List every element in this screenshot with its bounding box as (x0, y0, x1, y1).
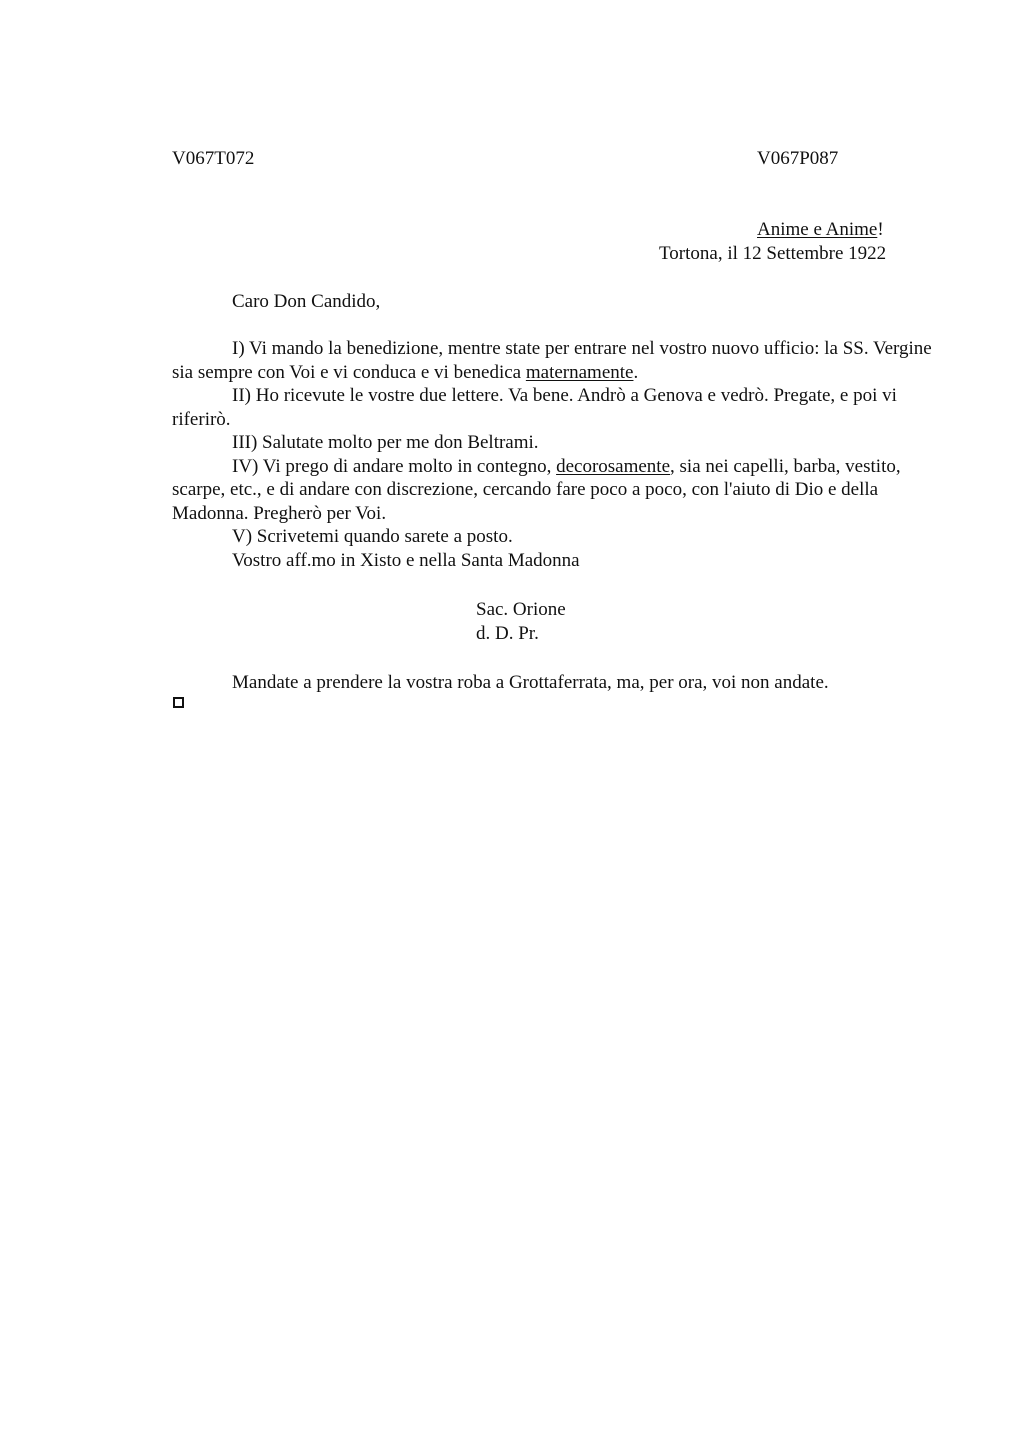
signature-line-1: Sac. Orione (476, 599, 566, 620)
letter-body (172, 337, 932, 572)
paragraph-2: II) Ho ricevute le vostre due lettere. Va bene. Andrò a Genova e vedrò. Pregate, e poi vi riferirò. (172, 385, 897, 430)
signature-line-2: d. D. Pr. (476, 623, 539, 644)
paragraph-4-underlined: decorosamente (556, 455, 671, 477)
paragraph-4-text: IV) Vi prego di andare molto in contegno, (232, 455, 557, 477)
postscript: Mandate a prendere la vostra roba a Grottaferrata, ma, per ora, voi non andate. (232, 672, 829, 693)
paragraph-5: V) Scrivetemi quando sarete a posto. (232, 526, 513, 547)
closing: Vostro aff.mo in Xisto e nella Santa Madonna (232, 549, 580, 571)
paragraph-1-end: . (633, 361, 639, 383)
motto (757, 220, 884, 239)
motto-underlined: Anime e Anime (757, 219, 878, 240)
motto-suffix: ! (877, 219, 884, 240)
paragraph-1 (172, 337, 932, 384)
square-box-icon (173, 697, 184, 708)
paragraph-1-underlined: maternamente (525, 361, 634, 383)
paragraph-3: III) Salutate molto per me don Beltrami. (232, 432, 539, 453)
paragraph-4 (172, 455, 932, 526)
paragraph-4-end: , sia nei capelli, barba, vestito, scarpe, etc., e di andare con discrezione, cercando fare poco a poco, con l'aiuto di Dio e della Madonna. Pregherò per Voi. (172, 455, 901, 524)
greeting: Caro Don Candido, (232, 291, 381, 312)
document-code-left: V067T072 (172, 148, 255, 169)
document-code-right: V067P087 (757, 148, 839, 169)
paragraph-1-text: I) Vi mando la benedizione, mentre state per entrare nel vostro nuovo ufficio: la SS. Vergine sia sempre con Voi e vi conduca e vi benedica (172, 338, 932, 383)
place-date: Tortona, il 12 Settembre 1922 (659, 243, 887, 264)
